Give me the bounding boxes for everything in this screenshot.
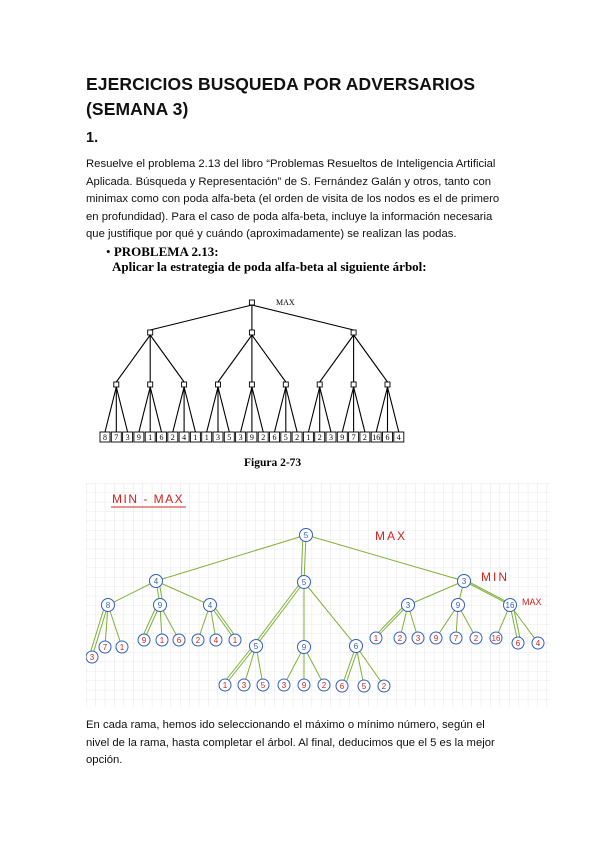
conclusion-paragraph	[86, 717, 522, 770]
leaf-node-value: 4	[213, 636, 219, 645]
leaf-node-value: 1	[222, 681, 228, 690]
tree-edge	[139, 387, 150, 432]
conclusion-line: opción.	[86, 754, 123, 766]
leaf-node-value: 2	[473, 634, 479, 643]
problem-statement: Aplicar la estrategia de poda alfa-beta al siguiente árbol:	[112, 259, 427, 274]
max-node	[216, 382, 221, 387]
tree-edge	[342, 387, 353, 432]
tree-edge	[275, 387, 286, 432]
leaf-value: 6	[159, 433, 164, 442]
conclusion-line: En cada rama, hemos ido seleccionando el máximo o mínimo número, según el	[86, 719, 485, 731]
max-node	[148, 382, 153, 387]
leaf-node-value: 7	[102, 643, 108, 652]
max-node-value: 9	[455, 601, 461, 610]
leaf-value: 1	[193, 433, 198, 442]
max-node	[114, 382, 119, 387]
leaf-value: 2	[295, 433, 300, 442]
leaf-value: 8	[103, 433, 107, 442]
leaf-node-value: 1	[119, 643, 125, 652]
tree-edge	[173, 387, 184, 432]
leaf-value: 5	[283, 433, 288, 442]
page-title	[86, 72, 526, 122]
tree-edge	[105, 387, 116, 432]
root-node-value: 5	[303, 531, 309, 540]
bullet: •	[106, 244, 111, 259]
leaf-node-value: 3	[89, 653, 95, 662]
max-node-value: 6	[353, 642, 359, 651]
min-node	[351, 330, 356, 335]
leaf-node-value: 16	[491, 634, 501, 643]
max-node	[317, 382, 322, 387]
leaf-node-value: 2	[397, 634, 403, 643]
max-node	[249, 382, 254, 387]
leaf-node-value: 3	[415, 634, 421, 643]
title-line-1: EJERCICIOS BUSQUEDA POR ADVERSARIOS	[86, 74, 476, 94]
leaf-value: 3	[125, 433, 130, 442]
leaf-value: 9	[136, 433, 141, 442]
max-node-value: 9	[157, 601, 163, 610]
problem-heading: PROBLEMA 2.13:	[113, 244, 219, 259]
leaf-value: 3	[238, 433, 243, 442]
max-node-value: 3	[405, 601, 411, 610]
leaf-value: 1	[204, 433, 209, 442]
tree-edge	[252, 335, 286, 382]
tree-edge	[116, 335, 150, 382]
leaf-node-value: 7	[453, 634, 459, 643]
tree-edge	[207, 387, 218, 432]
title-line-2: (SEMANA 3)	[86, 99, 189, 119]
leaf-value: 4	[182, 433, 187, 442]
leaf-value: 2	[362, 433, 367, 442]
intro-line: minimax como con poda alfa-beta (el orden de visita de los nodos es el de primero	[86, 193, 500, 205]
leaf-node-value: 9	[433, 634, 439, 643]
solution-figure	[86, 483, 550, 707]
leaf-node-value: 3	[281, 681, 287, 690]
max-node	[351, 382, 356, 387]
leaf-value: 1	[148, 433, 153, 442]
max-node-value: 5	[253, 642, 259, 651]
intro-line: Aplicada. Búsqueda y Representación” de S. Fernández Galán y otros, tanto con	[86, 175, 492, 188]
leaf-node-value: 1	[373, 634, 379, 643]
min-node-value: 5	[301, 578, 307, 587]
intro-line: que justifique por qué y cuándo (aproximadamente) se realizan las podas.	[86, 228, 457, 240]
tree-edge	[354, 387, 365, 432]
tree-edge	[252, 387, 263, 432]
max-node-value: 4	[207, 601, 213, 610]
tree-edge	[218, 335, 252, 382]
figure-caption: Figura 2-73	[244, 457, 302, 469]
min-label-red: MIN	[481, 570, 509, 584]
tree-edge	[320, 387, 331, 432]
leaf-node-value: 6	[176, 636, 182, 645]
leaf-value: 4	[396, 433, 401, 442]
intro-line: Resuelve el problema 2.13 del libro “Problemas Resueltos de Inteligencia Artificial	[86, 158, 496, 170]
leaf-value: 2	[317, 433, 322, 442]
tree-edge	[376, 387, 387, 432]
leaf-value: 2	[261, 433, 266, 442]
tree-edge	[184, 387, 195, 432]
problem-block	[106, 244, 427, 274]
max-label-red: MAX	[375, 529, 408, 543]
leaf-node-value: 1	[159, 636, 165, 645]
leaf-value: 5	[227, 433, 232, 442]
intro-line: en profundidad). Para el caso de poda alfa-beta, incluye la información necesaria	[86, 210, 493, 223]
leaf-value: 6	[385, 433, 390, 442]
leaf-node-value: 5	[260, 681, 266, 690]
leaf-node-value: 1	[232, 636, 238, 645]
max-node	[283, 382, 288, 387]
leaf-value: 7	[351, 433, 356, 442]
min-node-value: 4	[153, 577, 159, 586]
max-node	[249, 300, 254, 305]
leaf-node-value: 6	[515, 639, 521, 648]
leaf-node-value: 2	[195, 636, 201, 645]
game-tree-figure	[86, 284, 522, 474]
tree-edge	[320, 335, 354, 382]
leaf-node-value: 9	[141, 636, 147, 645]
max-label-red-2: MAX	[522, 597, 542, 607]
min-node	[148, 330, 153, 335]
tree-edge	[286, 387, 297, 432]
leaf-node-value: 9	[301, 681, 307, 690]
leaf-value: 1	[306, 433, 311, 442]
minmax-title: MIN - MAX	[112, 492, 185, 506]
tree-edge	[150, 335, 184, 382]
max-node-value: 8	[105, 601, 111, 610]
tree-edge	[354, 335, 388, 382]
tree-edge	[218, 387, 229, 432]
leaf-node-value: 5	[361, 682, 367, 691]
tree-edge	[308, 387, 319, 432]
conclusion-line: nivel de la rama, hasta completar el árbol. Al final, deducimos que el 5 es la mejor	[86, 736, 495, 749]
leaf-value: 9	[249, 433, 254, 442]
leaf-value: 7	[114, 433, 119, 442]
intro-paragraph	[86, 156, 522, 244]
leaf-node-value: 3	[241, 681, 247, 690]
leaf-value: 2	[170, 433, 175, 442]
leaf-node-value: 2	[381, 682, 387, 691]
min-node-value: 3	[461, 577, 467, 586]
leaf-node-value: 2	[321, 681, 327, 690]
leaf-value: 16	[372, 433, 381, 442]
min-node	[249, 330, 254, 335]
max-node	[385, 382, 390, 387]
tree-edge	[388, 387, 399, 432]
tree-edge	[252, 305, 354, 330]
max-node	[182, 382, 187, 387]
leaf-value: 3	[216, 433, 220, 442]
section-number: 1.	[86, 130, 99, 146]
leaf-node-value: 6	[339, 682, 345, 691]
tree-edge	[241, 387, 252, 432]
leaf-value: 6	[272, 433, 277, 442]
tree-edge	[150, 387, 161, 432]
tree-edge	[150, 305, 252, 330]
leaf-value: 9	[340, 433, 345, 442]
max-node-value: 9	[301, 643, 307, 652]
max-node-value: 16	[505, 601, 515, 610]
leaf-node-value: 4	[535, 639, 541, 648]
max-label: MAX	[276, 298, 295, 307]
leaf-value: 3	[329, 433, 333, 442]
tree-edge	[116, 387, 127, 432]
